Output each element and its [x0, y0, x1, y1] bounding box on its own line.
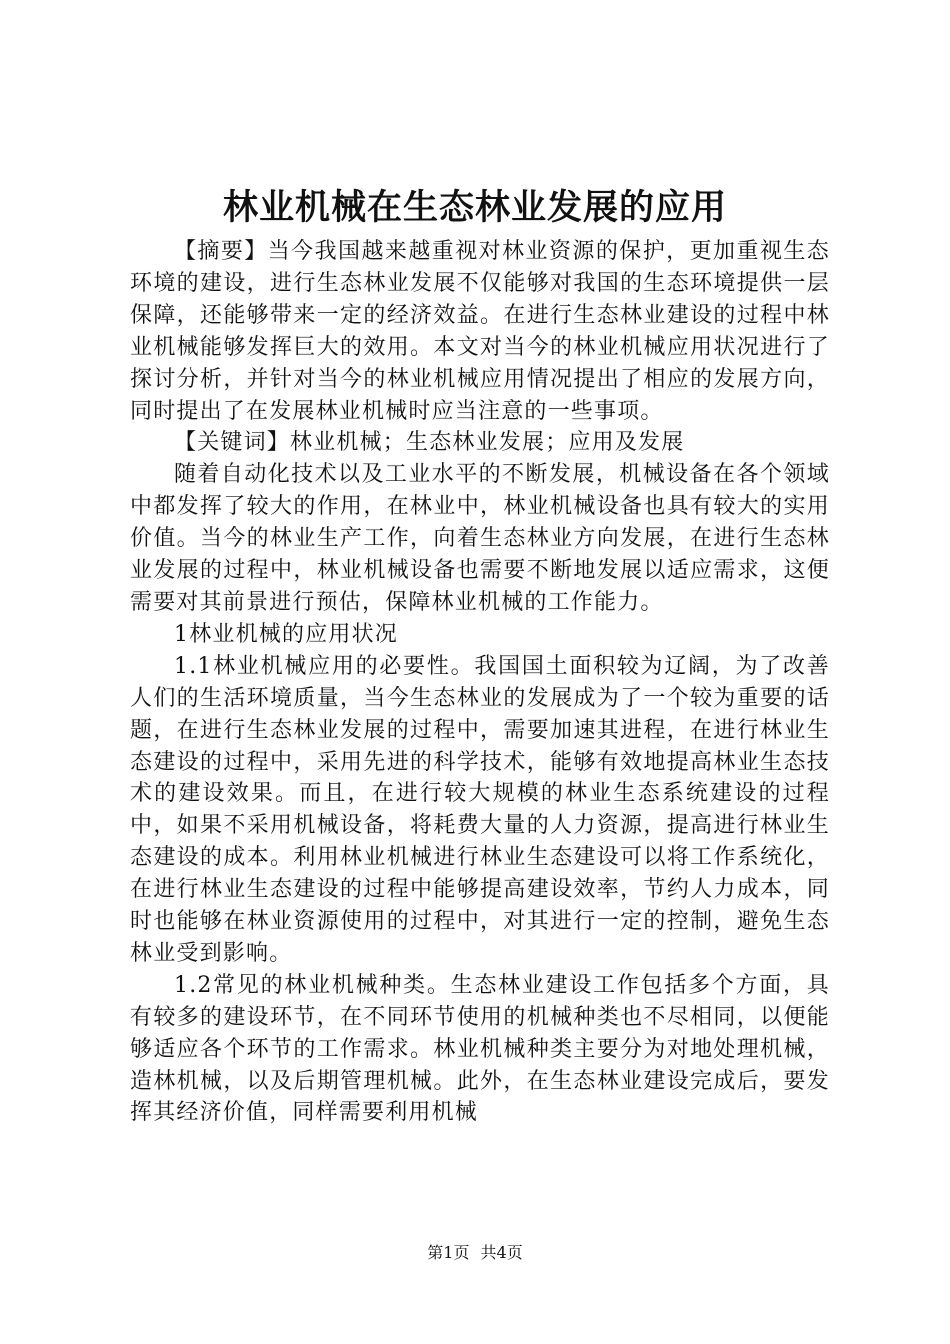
page-footer: [0, 1243, 950, 1263]
section-1-1-paragraph: 1.1林业机械应用的必要性。我国国土面积较为辽阔，为了改善人们的生活环境质量，当今生态林业的发展成为了一个较为重要的话题，在进行生态林业发展的过程中，需要加速其进程，在进行林业生态建设的过程中，采用先进的科学技术，能够有效地提高林业生态技术的建设效果。而且，在进行较大规模的林业生态系统建设的过程中，如果不采用机械设备，将耗费大量的人力资源，提高进行林业生态建设的成本。利用林业机械进行林业生态建设可以将工作系统化，在进行林业生态建设的过程中能够提高建设效率，节约人力成本，同时也能够在林业资源使用的过程中，对其进行一定的控制，避免生态林业受到影响。: [130, 653, 830, 966]
page-number: 第1页: [427, 1243, 470, 1262]
intro-paragraph: 随着自动化技术以及工业水平的不断发展，机械设备在各个领域中都发挥了较大的作用，在林业中，林业机械设备也具有较大的实用价值。当今的林业生产工作，向着生态林业方向发展，在进行生态林业发展的过程中，林业机械设备也需要不断地发展以适应需求，这便需要对其前景进行预估，保障林业机械的工作能力。: [130, 462, 830, 615]
keywords-paragraph: 【关键词】林业机械；生态林业发展；应用及发展: [174, 430, 685, 456]
document-title: 林业机械在生态林业发展的应用: [222, 187, 727, 228]
document-body: [130, 236, 830, 1129]
abstract-paragraph: 【摘要】当今我国越来越重视对林业资源的保护，更加重视生态环境的建设，进行生态林业发展不仅能够对我国的生态环境提供一层保障，还能够带来一定的经济效益。在进行生态林业建设的过程中林业机械能够发挥巨大的效用。本文对当今的林业机械应用状况进行了探讨分析，并针对当今的林业机械应用情况提出了相应的发展方向，同时提出了在发展林业机械时应当注意的一些事项。: [130, 239, 830, 424]
page-total: 共4页: [480, 1243, 523, 1262]
section-heading-1: 1林业机械的应用状况: [174, 621, 398, 647]
section-1-2-paragraph: 1.2常见的林业机械种类。生态林业建设工作包括多个方面，具有较多的建设环节，在不同环节使用的机械种类也不尽相同，以便能够适应各个环节的工作需求。林业机械种类主要分为对地处理机械，造林机械，以及后期管理机械。此外，在生态林业建设完成后，要发挥其经济价值，同样需要利用机械: [130, 972, 830, 1126]
